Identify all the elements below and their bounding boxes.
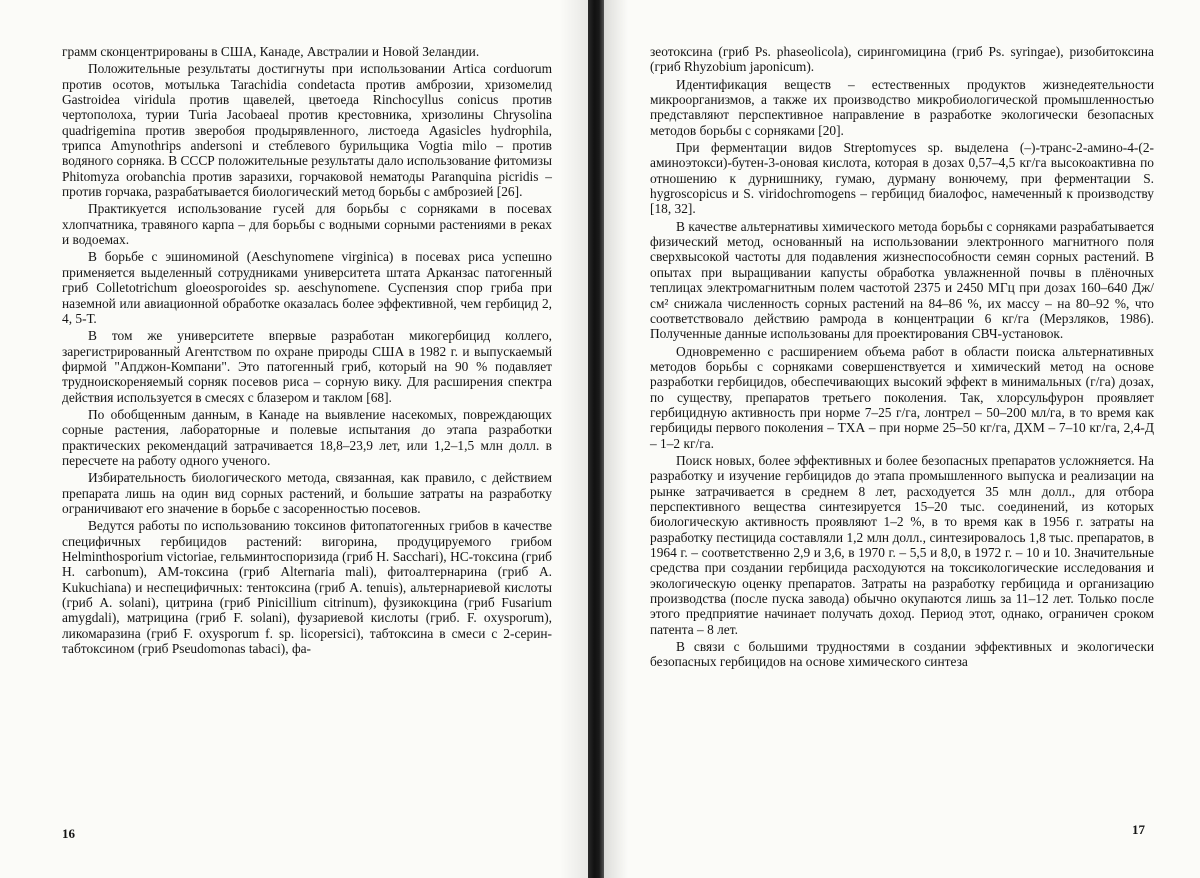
left-paragraph-3: Практикуется использование гусей для борьбы с сорняками в посевах хлопчатника, травяного карпа – для борьбы с водными сорными растениями в реках и водоемах. [62, 201, 552, 248]
right-paragraph-5: Одновременно с расширением объема работ в области поиска альтернативных методов борьбы с сорняками совершенствуется и химический метод на основе разработки гербицидов, обеспечивающих высокий эффект в минимальных (г/га) дозах, по существу, препаратов третьего поколения. Так, хлорсульфурон проявляет гербицидную активность при норме 7–25 г/га, лонтрел – 50–200 мл/га, в то время как гербициды первого поколения – ТХА – при норме 25–50 кг/га, ДХМ – 7–10 кг/га, 2,4-Д – 1–2 кг/га. [650, 343, 1154, 451]
left-paragraph-5: В том же университете впервые разработан микогербицид коллего, зарегистрированный Агентством по охране природы США в 1982 г. и выпускаемый фирмой "Апджон-Компани". Это патогенный гриб, который на 90 % подавляет трудноискореняемый сорняк посевов риса – сорную вику. Для расширения спектра действия используется в смесях с блазером и таклом [68]. [62, 328, 552, 405]
left-paragraph-7: Избирательность биологического метода, связанная, как правило, с действием препарата лишь на один вид сорных растений, и большие затраты на разработку ограничивают его значение в борьбе с засоренностью посевов. [62, 470, 552, 516]
right-paragraph-6: Поиск новых, более эффективных и более безопасных препаратов усложняется. На разработку и изучение гербицидов до этапа промышленного выпуска и реализации на рынке затрачивается в среднем 8 лет, расходуется 35 млн долл., для отбора перспективного вещества синтезируется 15–20 тыс. соединений, из которых биологическую активность проявляют 1–2 %, в то время как в 1956 г. затраты на разработку пестицида составляли 1,2 млн долл., синтезировалось 1,8 тыс. препаратов, в 1964 г. – соответственно 2,9 и 3,6, в 1970 г. – 5,5 и 8,0, в 1972 г. – 10 и 10. Значительные средства при создании гербицида расходуются на токсикологические исследования и экологическую оценку препаратов. Затраты на разработку гербицида и организацию производства (после пуска завода) обычно окупаются лишь за 11–12 лет. Только после этого предприятие начинает получать доход. Период этот, однако, ограничен сроком патента – 8 лет. [650, 452, 1154, 637]
book-gutter [588, 0, 604, 878]
right-paragraph-3: При ферментации видов Streptomyces sp. выделена (–)-транс-2-амино-4-(2-аминоэтокси)-бутен-3-оновая кислота, которая в дозах 0,57–4,5 кг/га высокоактивна по отношению к дурнишнику, гумаю, дурману вонючему, при ферментации S. hygroscopicus и S. viridochromogens – гербицид биалофос, намеченный к производству [18, 32]. [650, 140, 1154, 217]
left-paragraph-6: По обобщенным данным, в Канаде на выявление насекомых, повреждающих сорные растения, лабораторные и полевые испытания до этапа разработки практических рекомендаций затрачивается 18,8–23,9 лет, или 1,2–1,5 млн долл. в пересчете на работу одного ученого. [62, 406, 552, 468]
left-paragraph-2: Положительные результаты достигнуты при использовании Artica corduorum против осотов, мотылька Tarachidia condetacta против амброзии, хризомелид Gastroidea viridula против щавелей, цветоеда Rinchocyllus conicus против чертополоха, турии Turia Jacobaeal против крестовника, хризолины Chrysolina quadrigemina против зверобоя продырявленного, листоеда Agasicles hydrophila, трипса Amynothrips andersoni и стеблевого бурильщика Vogtia milo – против водяного сорняка. В СССР положительные результаты дало использование фитомизы Phitomyza orobanchia против заразихи, горчаковой нематоды Paranquina picridis – против горчака, разрабатывается биологический метод борьбы с амброзией [26]. [62, 61, 552, 200]
gutter-shadow-left [560, 0, 588, 878]
left-paragraph-1: грамм сконцентрированы в США, Канаде, Австралии и Новой Зеландии. [62, 44, 480, 59]
left-paragraph-4: В борьбе с эшиноминой (Aeschynomene virginica) в посевах риса успешно применяется выделенный сотрудниками университета штата Арканзас патогенный гриб Colletotrichum gloeosporoides sp. aeschynomene. Суспензия спор гриба при наземной или авиационной обработке оказалась более эффективной, чем гербицид 2, 4, 5-Т. [62, 249, 552, 326]
gutter-shadow-right [604, 0, 628, 878]
left-page [0, 0, 588, 878]
left-page-text-column [62, 44, 552, 656]
left-paragraph-8: Ведутся работы по использованию токсинов фитопатогенных грибов в качестве специфичных гербицидов растений: вигорина, продуцируемого грибом Helminthosporium victoriae, гельминтоспоризида (гриб H. Sacchari), НС-токсина (гриб H. carbonum), АМ-токсина (гриб Alternaria mali), фитоалтернарина (гриб A. Kukuchiana) и неспецифичных: тентоксина (гриб A. tenuis), альтернариевой кислоты (гриб A. solani), цитрина (гриб Pinicillium citrinum), фузикокцина (гриб Fusarium amygdali), матрицина (гриб F. solani), фузариевой кислоты (гриб. F. oxysporum), ликомаразина (гриб F. oxysporum f. sp. licopersici), табтоксина в смеси с 2-серин-табтоксином (гриб Pseudomonas tabaci), фа- [62, 518, 552, 657]
right-paragraph-4: В качестве альтернативы химического метода борьбы с сорняками разрабатывается физический метод, основанный на использовании электронного магнитного поля сверхвысокой частоты для подавления жизнеспособности семян сорных растений. В опытах при выращивании капусты обработка увлажненной почвы в плёночных теплицах электромагнитным полем частотой 2375 и 2450 МГц при дозах 160–640 Дж/см² снижала численность сорных растений на 84–86 %, их массу – на 80–92 %, что соответствовало действию рамрода в концентрации 6 кг/га (Мерзляков, 1986). Полученные данные использованы для проектирования СВЧ-установок. [650, 218, 1154, 342]
right-paragraph-2: Идентификация веществ – естественных продуктов жизнедеятельности микроорганизмов, а также их производство микробиологической промышленностью представляют перспективное направление в разработке экологически безопасных методов борьбы с сорняками [20]. [650, 76, 1154, 138]
right-paragraph-7: В связи с большими трудностями в создании эффективных и экологически безопасных гербицидов на основе химического синтеза [650, 639, 1154, 670]
right-page-number: 17 [1132, 822, 1145, 837]
right-paragraph-1: зеотоксина (гриб Ps. phaseolicola), сирингомицина (гриб Ps. syringae), ризобитоксина (гриб Rhyzobium japonicum). [650, 44, 1154, 75]
right-page [604, 0, 1200, 878]
left-page-number: 16 [62, 826, 75, 841]
right-page-text-column [650, 44, 1154, 670]
